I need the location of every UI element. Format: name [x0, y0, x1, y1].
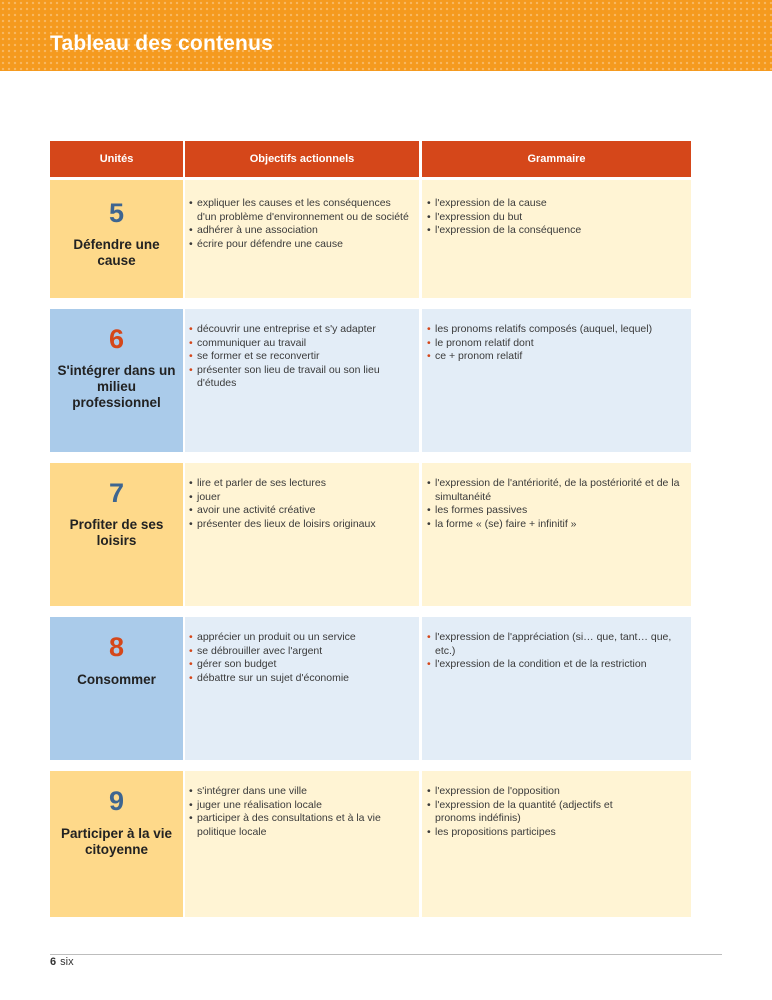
table-row-unit-7 — [50, 463, 691, 606]
objectif-item: • apprécier un produit ou un service — [189, 631, 413, 645]
footer-rule — [50, 954, 722, 955]
unit-cell — [50, 180, 183, 298]
grammaire-item: • l'expression de la cause — [427, 197, 685, 211]
grammaire-cell — [422, 617, 691, 760]
unit-title: Profiter de ses loisirs — [69, 517, 164, 548]
objectif-item: • lire et parler de ses lectures — [189, 477, 413, 491]
grammaire-item: • l'expression de la condition et de la restriction — [427, 658, 681, 672]
table-row-unit-6 — [50, 309, 691, 452]
table-row-unit-9 — [50, 771, 691, 917]
unit-number: 9 — [108, 786, 125, 816]
grammaire-item: • la forme « (se) faire + infinitif » — [427, 518, 681, 532]
unit-title: Participer à la vie citoyenne — [60, 826, 173, 857]
objectif-item: • expliquer les causes et les conséquences d'un problème d'environnement ou de société — [189, 197, 413, 224]
unit-title: S'intégrer dans un milieu professionnel — [57, 363, 176, 410]
unit-cell — [50, 771, 183, 917]
header-banner — [0, 0, 772, 71]
objectif-item: • présenter des lieux de loisirs originaux — [189, 518, 413, 532]
page-title: Tableau des contenus — [50, 32, 273, 55]
objectif-item: • jouer — [189, 491, 413, 505]
grammaire-cell — [422, 771, 691, 917]
unit-cell — [50, 463, 183, 606]
grammaire-item: • l'expression de l'antériorité, de la postériorité et de la simultanéité — [427, 477, 681, 504]
grammaire-item: • le pronom relatif dont — [427, 337, 685, 351]
objectif-item: • gérer son budget — [189, 658, 413, 672]
page-number: 6 — [50, 956, 57, 968]
grammaire-item: • l'expression de la conséquence — [427, 224, 685, 238]
grammaire-item: • ce + pronom relatif — [427, 350, 685, 364]
unit-title: Consommer — [77, 672, 156, 687]
column-header-objectifs: Objectifs actionnels — [185, 141, 419, 177]
unit-number: 7 — [108, 478, 125, 508]
grammaire-item: • l'expression de l'opposition — [427, 785, 621, 799]
unit-cell — [50, 617, 183, 760]
page-number-word: six — [60, 956, 74, 968]
objectif-item: • juger une réalisation locale — [189, 799, 391, 813]
grammaire-cell — [422, 180, 691, 298]
unit-number: 5 — [108, 198, 125, 228]
objectifs-cell — [185, 771, 419, 917]
objectifs-cell — [185, 463, 419, 606]
column-header-unites: Unités — [50, 141, 183, 177]
objectif-item: • écrire pour défendre une cause — [189, 238, 413, 252]
unit-number: 6 — [108, 324, 125, 354]
grammaire-cell — [422, 309, 691, 452]
table-row-unit-5 — [50, 180, 691, 298]
unit-number: 8 — [108, 632, 125, 662]
grammaire-item: • les formes passives — [427, 504, 681, 518]
objectif-item: • adhérer à une association — [189, 224, 413, 238]
grammaire-cell — [422, 463, 691, 606]
objectif-item: • avoir une activité créative — [189, 504, 413, 518]
grammaire-item: • les pronoms relatifs composés (auquel, lequel) — [427, 323, 685, 337]
objectif-item: • se former et se reconvertir — [189, 350, 413, 364]
objectif-item: • communiquer au travail — [189, 337, 413, 351]
grammaire-item: • l'expression de l'appréciation (si… que, tant… que, etc.) — [427, 631, 681, 658]
objectif-item: • présenter son lieu de travail ou son lieu d'études — [189, 364, 413, 391]
objectifs-cell — [185, 617, 419, 760]
grammaire-item: • l'expression de la quantité (adjectifs et pronoms indéfinis) — [427, 799, 621, 826]
column-header-grammaire: Grammaire — [422, 141, 691, 177]
grammaire-item: • l'expression du but — [427, 211, 685, 225]
page-footer — [50, 956, 74, 968]
objectif-item: • s'intégrer dans une ville — [189, 785, 391, 799]
objectifs-cell — [185, 309, 419, 452]
unit-title: Défendre une cause — [73, 237, 160, 268]
grammaire-item: • les propositions participes — [427, 826, 621, 840]
objectif-item: • se débrouiller avec l'argent — [189, 645, 413, 659]
table-row-unit-8 — [50, 617, 691, 760]
objectifs-cell — [185, 180, 419, 298]
objectif-item: • participer à des consultations et à la vie politique locale — [189, 812, 391, 839]
unit-cell — [50, 309, 183, 452]
objectif-item: • débattre sur un sujet d'économie — [189, 672, 413, 686]
objectif-item: • découvrir une entreprise et s'y adapter — [189, 323, 413, 337]
